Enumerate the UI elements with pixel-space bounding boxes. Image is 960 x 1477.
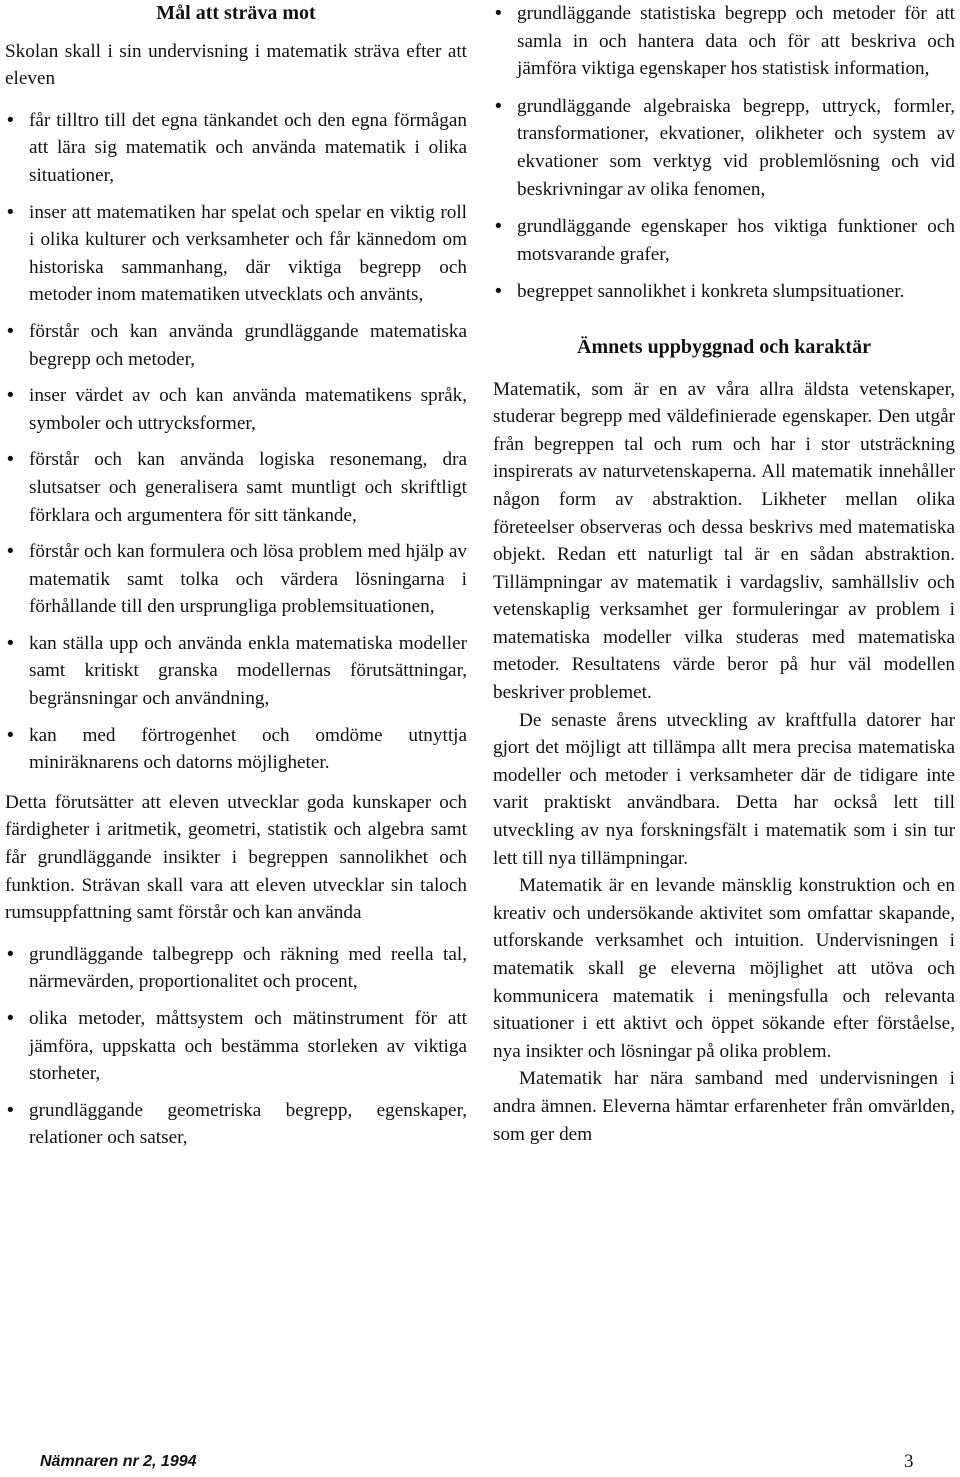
goals-list bbox=[5, 107, 467, 777]
list-item: • förstår och kan formulera och lösa problem med hjälp av matematik samt tolka och värdera lösningarna i förhållande till den ursprungliga problemsituationen, bbox=[5, 538, 467, 621]
page-number: 3 bbox=[904, 1451, 914, 1472]
list-item: • grundläggande egenskaper hos viktiga funktioner och motsvarande grafer, bbox=[493, 213, 955, 268]
concepts-list-continued bbox=[493, 0, 955, 306]
list-item: • inser värdet av och kan använda matematikens språk, symboler och uttrycksformer, bbox=[5, 382, 467, 437]
list-item: • grundläggande talbegrepp och räkning med reella tal, närmevärden, proportionalitet och procent, bbox=[5, 941, 467, 996]
list-item: • grundläggande geometriska begrepp, egenskaper, relationer och satser, bbox=[5, 1097, 467, 1152]
right-column bbox=[493, 0, 955, 1148]
list-item: • kan med förtrogenhet och omdöme utnyttja miniräknarens och datorns möjligheter. bbox=[5, 722, 467, 777]
body-paragraph: De senaste årens utveckling av kraftfulla datorer har gjort det möjligt att tillämpa allt mera precisa matematiska modeller och metoder i verksamheter där de tidigare inte varit praktiskt användbara. Detta har också lett till utveckling av nya forskningsfält i matematik som i sin tur lett till nya tillämpningar. bbox=[493, 709, 955, 869]
list-item: • får tilltro till det egna tänkandet och den egna förmågan att lära sig matematik och använda matematik i olika situationer, bbox=[5, 107, 467, 190]
intro-paragraph: Skolan skall i sin undervisning i matematik sträva efter att eleven bbox=[5, 40, 467, 90]
body-paragraph: Matematik är en levande mänsklig konstruktion och en kreativ och undersökande aktivitet som omfattar skapande, utforskande verksamhet och intuition. Undervisningen i matematik skall ge eleverna möjlighet att utöva och kommunicera matematik i meningsfulla och relevanta situationer i ett aktivt och öppet sökande efter förståelse, nya insikter och lösningar på olika problem. bbox=[493, 875, 955, 1062]
body-paragraph: Matematik, som är en av våra allra äldsta vetenskaper, studerar begrepp med väldefinierade egenskaper. Den utgår från begreppen tal och rum och har i stor utsträckning inspirerats av naturvetenskaperna. All matematik innehåller någon form av abstraktion. Likheter mellan olika företeelser observeras och dessa beskrivs med matematiska objekt. Redan ett naturligt tal är en sådan abstraktion. Tillämpningar av matematik i vardagsliv, samhällsliv och vetenskaplig verksamhet ger formuleringar av problem i matematiska modeller vilka studeras med matematiska metoder. Resultatens värde beror på hur väl modellen beskriver problemet. bbox=[493, 378, 955, 704]
list-item: • begreppet sannolikhet i konkreta slumpsituationer. bbox=[493, 278, 955, 306]
section-heading-structure: Ämnets uppbyggnad och karaktär bbox=[577, 335, 871, 358]
list-item: • grundläggande statistiska begrepp och metoder för att samla in och hantera data och för att beskriva och jämföra viktiga egenskaper hos statistisk information, bbox=[493, 0, 955, 83]
list-item: • kan ställa upp och använda enkla matematiska modeller samt kritiskt granska modellernas förutsättningar, begränsningar och användning, bbox=[5, 630, 467, 713]
list-item: • olika metoder, måttsystem och mätinstrument för att jämföra, uppskatta och bestämma storleken av viktiga storheter, bbox=[5, 1005, 467, 1088]
section-heading-goals: Mål att sträva mot bbox=[156, 2, 316, 24]
list-item: • inser att matematiken har spelat och spelar en viktig roll i olika kulturer och verksamheter och får kännedom om historiska sammanhang, där viktiga begrepp och metoder inom matematiken utvecklats och använts, bbox=[5, 199, 467, 309]
list-item: • förstår och kan använda grundläggande matematiska begrepp och metoder, bbox=[5, 318, 467, 373]
body-paragraph: Matematik har nära samband med undervisningen i andra ämnen. Eleverna hämtar erfarenheter från omvärlden, som ger dem bbox=[493, 1068, 955, 1145]
journal-footer: Nämnaren nr 2, 1994 bbox=[40, 1453, 197, 1470]
prerequisites-paragraph: Detta förutsätter att eleven utvecklar goda kunskaper och färdigheter i aritmetik, geometri, statistik och algebra samt får grundläggande insikter i begreppen sannolikhet och funktion. Strävan skall vara att eleven utvecklar sin taloch rumsuppfattning samt förstår och kan använda bbox=[5, 791, 467, 924]
list-item: • förstår och kan använda logiska resonemang, dra slutsatser och generalisera samt muntligt och skriftligt förklara och argumentera för sitt tänkande, bbox=[5, 446, 467, 529]
left-column bbox=[5, 0, 467, 1161]
concepts-list bbox=[5, 941, 467, 1152]
list-item: • grundläggande algebraiska begrepp, uttryck, formler, transformationer, ekvationer, olikheter och system av ekvationer som verktyg vid problemlösning och vid beskrivningar av olika fenomen, bbox=[493, 93, 955, 203]
